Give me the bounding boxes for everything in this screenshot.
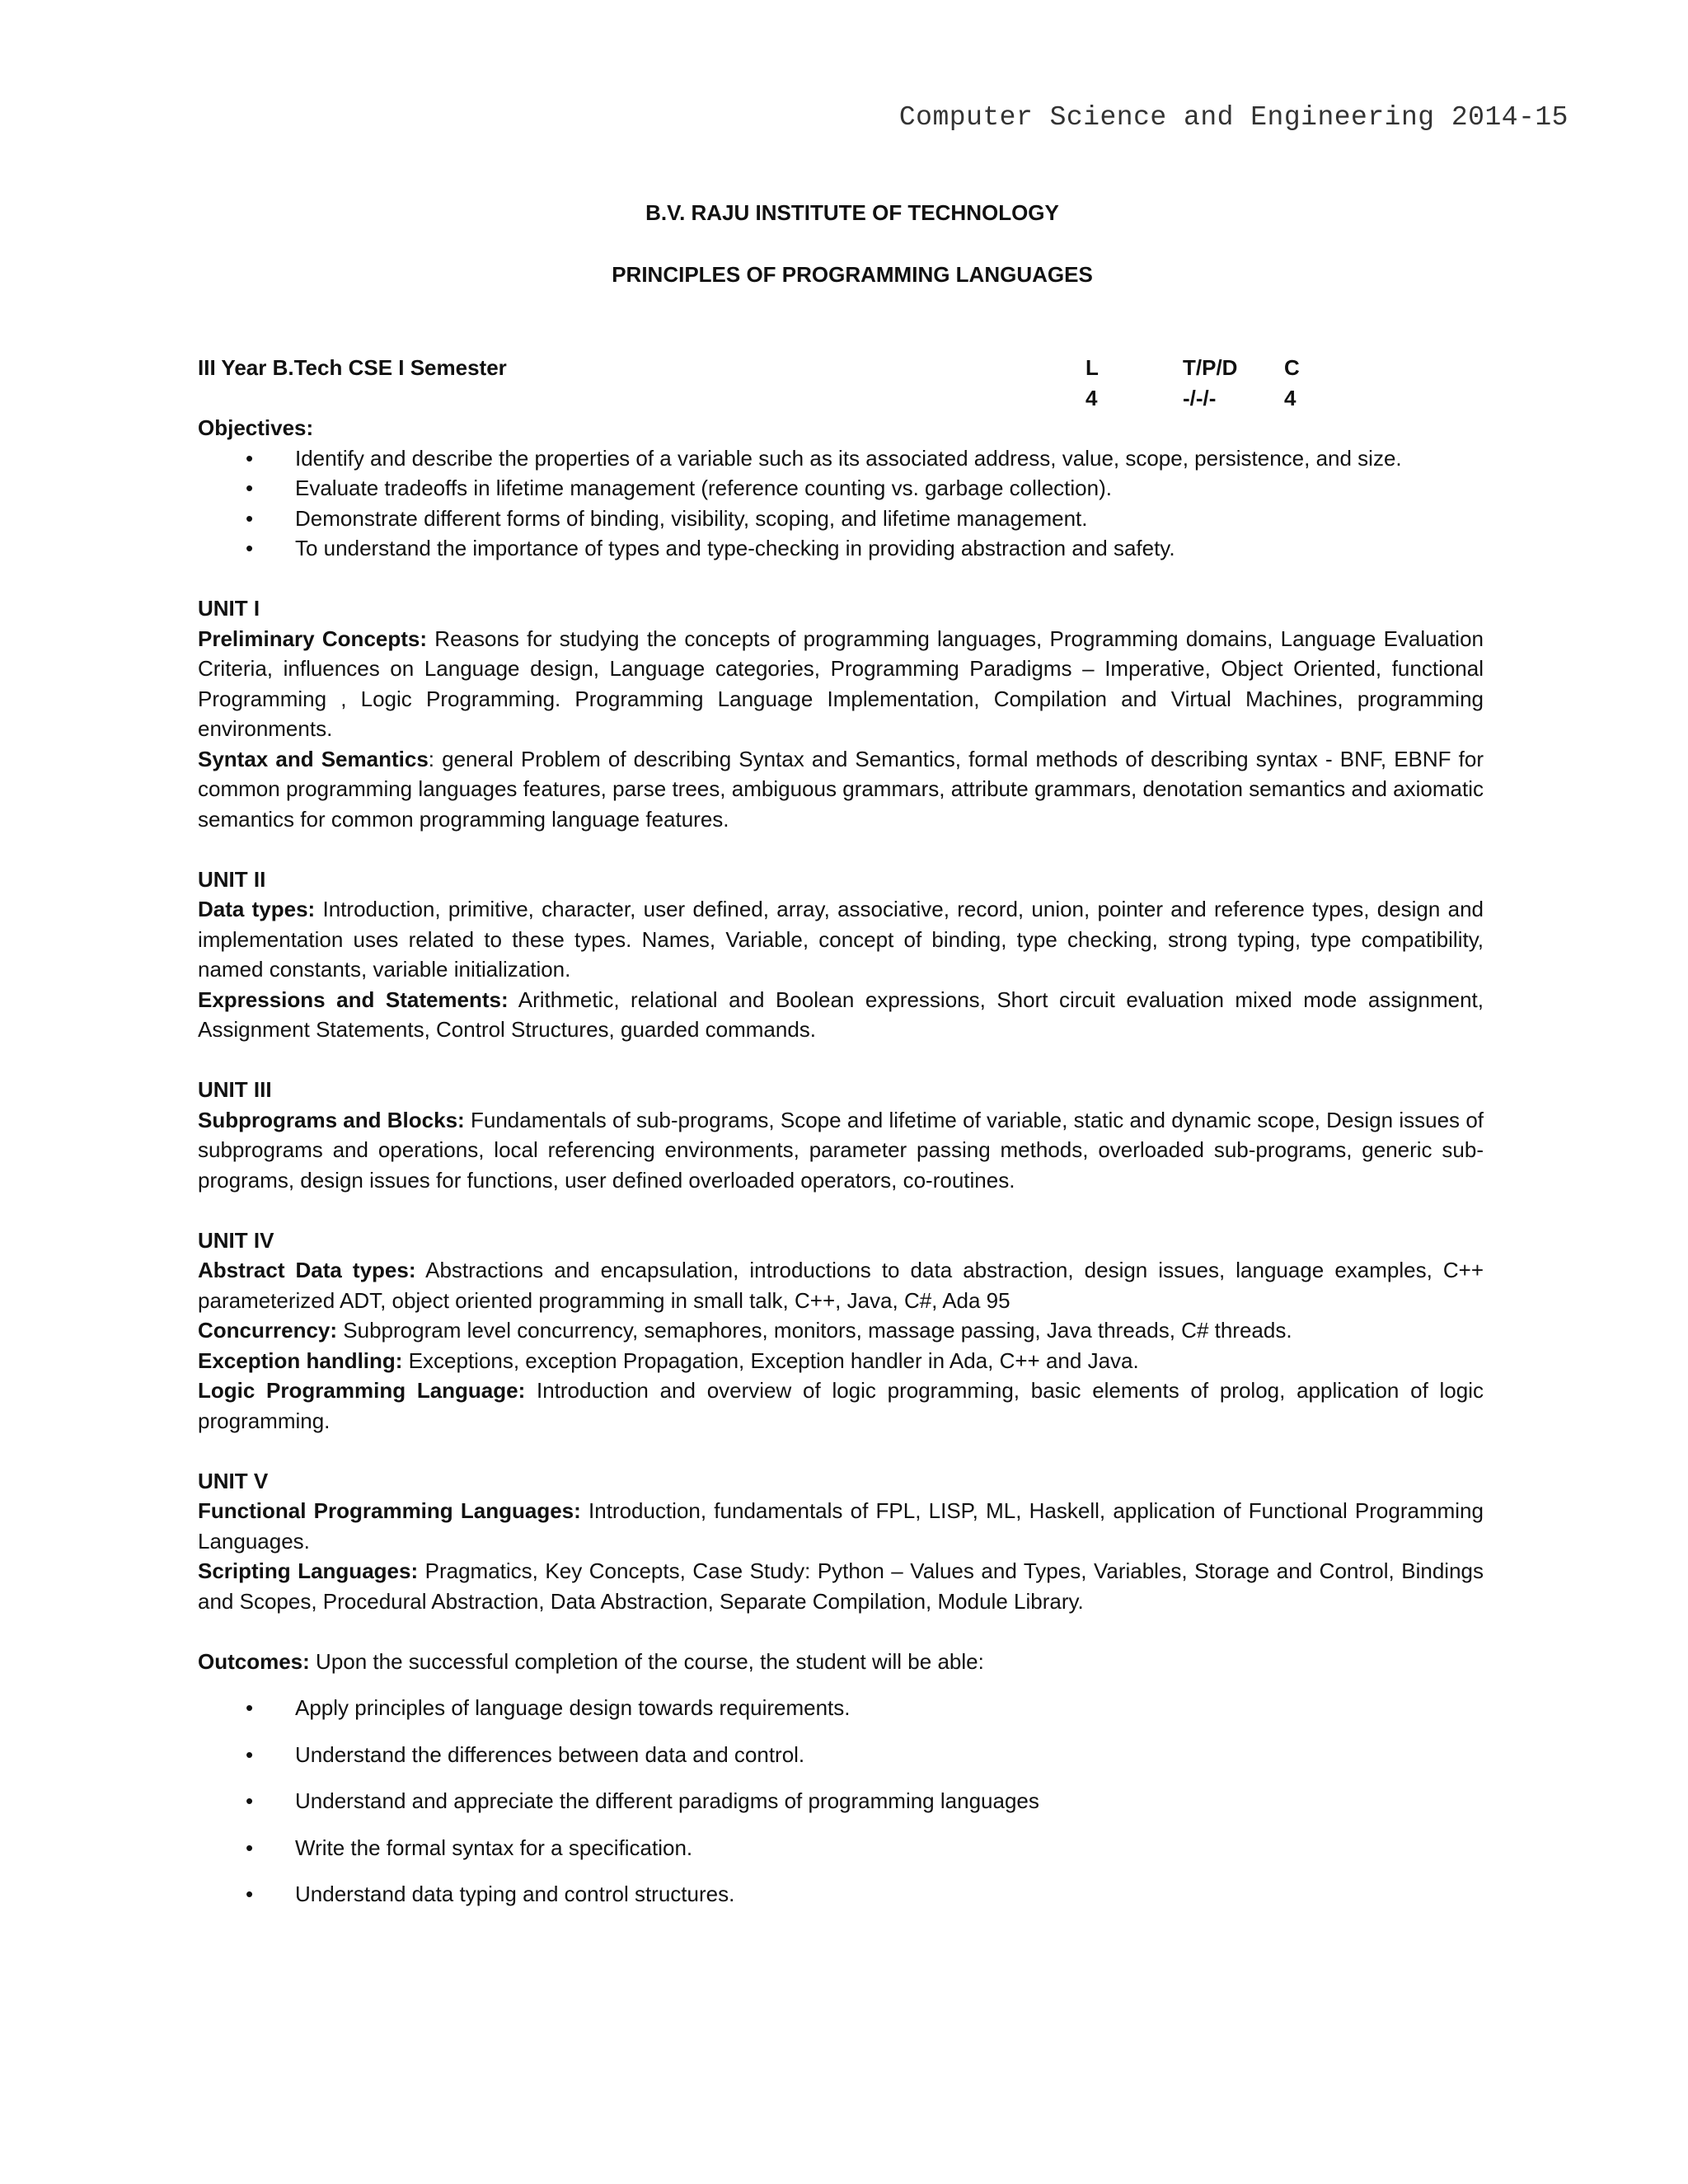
objective-text: To understand the importance of types and type-checking in providing abstraction and safety. xyxy=(295,536,1175,560)
topic-label: Abstract Data types: xyxy=(198,1258,416,1282)
topic-text: Introduction, primitive, character, user defined, array, associative, record, union, pointer and reference types, design and implementation uses related to these types. Names, Variable, concept of binding, type checking, strong typing, type compatibility, named constants, variable initialization. xyxy=(198,897,1484,982)
semester-label: III Year B.Tech CSE I Semester xyxy=(198,355,507,380)
topic-label: Scripting Languages: xyxy=(198,1558,419,1583)
unit-paragraph xyxy=(198,1346,1484,1376)
objective-item xyxy=(198,443,1447,474)
outcome-item xyxy=(198,1786,1484,1816)
credit-col-tpd xyxy=(1183,353,1237,413)
topic-text: Subprogram level concurrency, semaphores, monitors, massage passing, Java threads, C# threads. xyxy=(337,1318,1292,1343)
objectives-heading: Objectives: xyxy=(198,415,314,440)
objective-item xyxy=(198,533,1447,564)
institute-title: B.V. RAJU INSTITUTE OF TECHNOLOGY xyxy=(645,200,1059,225)
course-title: PRINCIPLES OF PROGRAMMING LANGUAGES xyxy=(612,262,1093,287)
outcome-item xyxy=(198,1879,1484,1910)
bullet-icon: • xyxy=(246,1695,254,1720)
credit-col-l xyxy=(1085,353,1099,413)
outcomes-label: Outcomes: xyxy=(198,1648,310,1674)
unit-paragraph xyxy=(198,1376,1484,1436)
topic-text: Abstractions and encapsulation, introductions to data abstraction, design issues, language examples, C++ parameterized ADT, object oriented programming in small talk, C++, Java, C#, Ada 95 xyxy=(198,1258,1484,1313)
unit-paragraph xyxy=(198,894,1484,985)
running-header: Computer Science and Engineering 2014-15 xyxy=(898,102,1568,133)
col-value-l: 4 xyxy=(1085,385,1098,410)
unit-heading: UNIT II xyxy=(198,866,266,892)
objective-item xyxy=(198,473,1447,504)
topic-label: Subprograms and Blocks: xyxy=(198,1107,465,1132)
topic-label: Functional Programming Languages: xyxy=(198,1498,581,1523)
outcome-text: Write the formal syntax for a specification. xyxy=(295,1835,693,1860)
topic-text: Introduction, fundamentals of FPL, LISP, ML, Haskell, application of Functional Programming Languages. xyxy=(198,1498,1484,1554)
topic-text: Fundamentals of sub-programs, Scope and lifetime of variable, static and dynamic scope, Design issues of subprograms and operations, local referencing environments, parameter passing methods, overloaded sub-programs, generic sub-programs, design issues for functions, user defined overloaded operators, co-routines. xyxy=(198,1107,1484,1193)
bullet-icon: • xyxy=(246,476,254,500)
unit-paragraph xyxy=(198,1496,1484,1556)
unit-paragraph xyxy=(198,744,1484,835)
topic-label: Logic Programming Language: xyxy=(198,1378,526,1403)
credit-col-c xyxy=(1284,353,1300,413)
bullet-icon: • xyxy=(246,505,254,531)
topic-text: Reasons for studying the concepts of programming languages, Programming domains, Language Evaluation Criteria, influences on Language design, Language categories, Programming Paradigms – Imperative, Object Oriented, functional Programming , Logic Programming. Programming Language Implementation, Compilation and Virtual Machines, programming environments. xyxy=(198,626,1484,741)
outcome-item xyxy=(198,1833,1484,1863)
unit-heading: UNIT V xyxy=(198,1468,269,1493)
objective-text: Demonstrate different forms of binding, visibility, scoping, and lifetime management. xyxy=(295,505,1088,531)
outcome-item xyxy=(198,1740,1484,1770)
col-value-tpd: -/-/- xyxy=(1183,385,1217,410)
outcome-text: Understand the differences between data and control. xyxy=(295,1741,805,1767)
objectives-list xyxy=(198,443,1484,564)
topic-label: Exception handling: xyxy=(198,1347,403,1373)
unit-paragraph xyxy=(198,1556,1484,1616)
topic-text: : general Problem of describing Syntax and Semantics, formal methods of describing syntax - BNF, EBNF for common programming languages features, parse trees, ambiguous grammars, attribute grammars, denotation semantics and axiomatic semantics for common programming language features. xyxy=(198,746,1484,832)
topic-text: Exceptions, exception Propagation, Exception handler in Ada, C++ and Java. xyxy=(402,1347,1139,1373)
topic-text: Arithmetic, relational and Boolean expressions, Short circuit evaluation mixed mode assignment, Assignment Statements, Control Structures, guarded commands. xyxy=(198,987,1484,1042)
outcome-item xyxy=(198,1693,1484,1723)
bullet-icon: • xyxy=(246,1788,254,1813)
topic-label: Syntax and Semantics xyxy=(198,746,429,771)
unit-paragraph xyxy=(198,1315,1484,1346)
outcomes-intro-text: Upon the successful completion of the course, the student will be able: xyxy=(309,1648,984,1674)
bullet-icon: • xyxy=(246,536,254,560)
topic-label: Preliminary Concepts: xyxy=(198,626,428,651)
unit-paragraph xyxy=(198,624,1484,744)
col-head-c: C xyxy=(1284,355,1300,380)
outcome-text: Apply principles of language design towards requirements. xyxy=(295,1695,851,1720)
unit-heading: UNIT III xyxy=(198,1077,272,1102)
unit-paragraph xyxy=(198,1255,1484,1315)
bullet-icon: • xyxy=(246,1882,254,1906)
unit-paragraph xyxy=(198,1105,1484,1196)
col-head-l: L xyxy=(1085,355,1099,380)
units-container xyxy=(198,564,1484,1617)
topic-label: Expressions and Statements: xyxy=(198,987,509,1012)
objective-text: Identify and describe the properties of a variable such as its associated address, value, scope, persistence, and size. xyxy=(295,445,1402,471)
col-value-c: 4 xyxy=(1284,385,1296,410)
outcome-text: Understand and appreciate the different paradigms of programming languages xyxy=(295,1788,1039,1813)
topic-label: Concurrency: xyxy=(198,1318,338,1343)
unit-heading: UNIT IV xyxy=(198,1227,274,1253)
topic-label: Data types: xyxy=(198,897,316,921)
semester-row xyxy=(198,353,1484,413)
bullet-icon: • xyxy=(246,445,254,471)
col-head-tpd: T/P/D xyxy=(1183,355,1238,380)
outcomes-intro xyxy=(198,1647,1484,1677)
objective-item xyxy=(198,504,1447,534)
unit-paragraph xyxy=(198,985,1484,1045)
topic-text: Pragmatics, Key Concepts, Case Study: Python – Values and Types, Variables, Storage and Control, Bindings and Scopes, Procedural Abstraction, Data Abstraction, Separate Compilation, Module Library. xyxy=(198,1558,1484,1614)
outcome-text: Understand data typing and control structures. xyxy=(295,1882,735,1906)
bullet-icon: • xyxy=(246,1835,254,1860)
outcomes-list xyxy=(198,1693,1484,1910)
syllabus-content xyxy=(198,353,1484,1926)
unit-heading: UNIT I xyxy=(198,596,260,621)
bullet-icon: • xyxy=(246,1741,254,1767)
topic-text: Introduction and overview of logic programming, basic elements of prolog, application of logic programming. xyxy=(198,1378,1484,1433)
objective-text: Evaluate tradeoffs in lifetime management (reference counting vs. garbage collection). xyxy=(295,476,1112,500)
